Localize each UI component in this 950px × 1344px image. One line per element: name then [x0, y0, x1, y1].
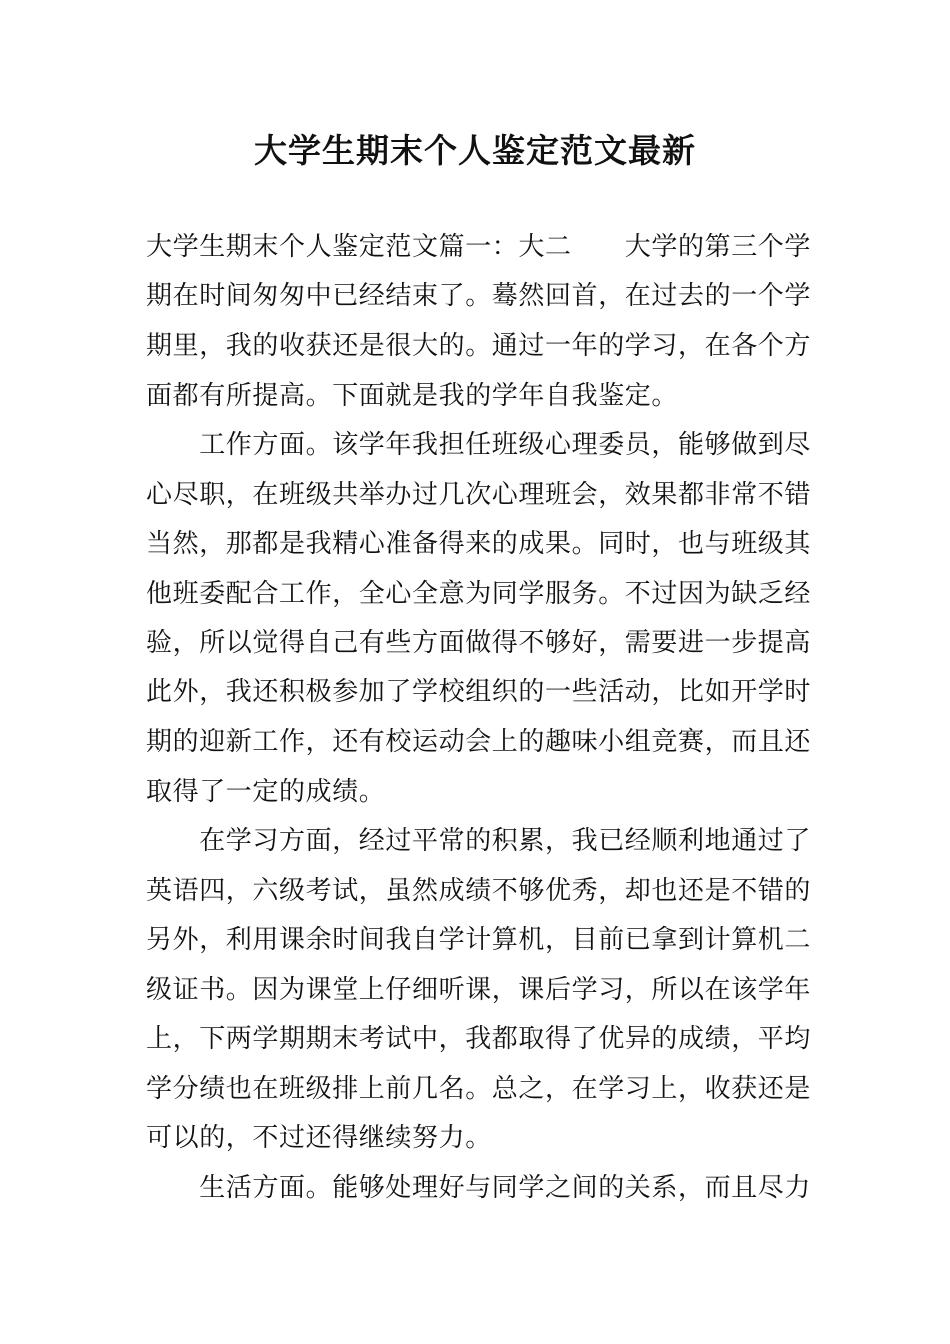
text-line: 期在时间匆匆中已经结束了。蓦然回首，在过去的一个学 [146, 281, 812, 311]
document-title: 大学生期末个人鉴定范文最新 [254, 131, 696, 170]
text-line: 期的迎新工作，还有校运动会上的趣味小组竞赛，而且还 [146, 727, 812, 757]
text-line: 在学习方面，经过平常的积累，我已经顺利地通过了 [146, 826, 812, 856]
text-line: 此外，我还积极参加了学校组织的一些活动，比如开学时 [146, 677, 812, 707]
text-line: 可以的，不过还得继续努力。 [146, 1123, 492, 1153]
text-line: 期里，我的收获还是很大的。通过一年的学习，在各个方 [146, 331, 812, 361]
text-line: 当然，那都是我精心准备得来的成果。同时，也与班级其 [146, 529, 812, 559]
text-line: 生活方面。能够处理好与同学之间的关系，而且尽力 [146, 1173, 812, 1203]
text-line: 另外，利用课余时间我自学计算机，目前已拿到计算机二 [146, 925, 812, 955]
text-line: 英语四，六级考试，虽然成绩不够优秀，却也还是不错的 [146, 876, 812, 906]
text-line: 取得了一定的成绩。 [146, 777, 386, 807]
text-line: 他班委配合工作，全心全意为同学服务。不过因为缺乏经 [146, 579, 812, 609]
text-line: 学分绩也在班级排上前几名。总之，在学习上，收获还是 [146, 1074, 812, 1104]
text-line: 级证书。因为课堂上仔细听课，课后学习，所以在该学年 [146, 975, 812, 1005]
text-line: 面都有所提高。下面就是我的学年自我鉴定。 [146, 381, 679, 411]
text-line: 大学生期末个人鉴定范文篇一：大二 大学的第三个学 [146, 232, 812, 262]
text-line: 心尽职，在班级共举办过几次心理班会，效果都非常不错 [146, 480, 812, 510]
text-line: 工作方面。该学年我担任班级心理委员，能够做到尽 [146, 430, 812, 460]
text-line: 验，所以觉得自己有些方面做得不够好，需要进一步提高 [146, 628, 812, 658]
text-line: 上，下两学期期末考试中，我都取得了优异的成绩，平均 [146, 1024, 812, 1054]
